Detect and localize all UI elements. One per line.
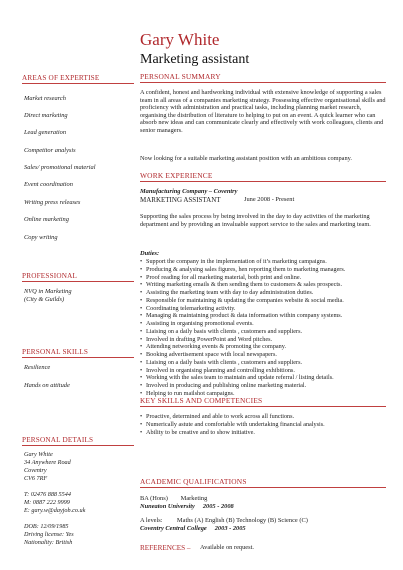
competency-item: • Numerically astute and comfortable with undertaking financial analysis. <box>140 421 386 429</box>
summary-heading: PERSONAL SUMMARY <box>140 72 386 83</box>
address-line: Gary White <box>24 451 53 458</box>
qualifications-heading: ACADEMIC QUALIFICATIONS <box>140 477 386 488</box>
duties-label: Duties: <box>140 250 160 257</box>
references-heading: REFERENCES – <box>140 544 191 552</box>
competencies-heading: KEY SKILLS AND COMPETENCIES <box>140 396 386 407</box>
degree-school: Nuneaton University 2005 - 2008 <box>140 503 234 510</box>
alevels-line: A levels: Maths (A) English (B) Technology (B) Science (C) <box>140 517 308 524</box>
duty-item: • Coordinating telemarketing activity. <box>140 305 386 313</box>
duty-item: • Involved in organising planning and controlling exhibitions. <box>140 367 386 375</box>
duty-item: • Producing & analysing sales figures, hen reporting them to marketing managers. <box>140 266 386 274</box>
professional-line: NVQ in Marketing <box>24 288 72 295</box>
skills-item: Hands on attitude <box>24 382 70 389</box>
job-description: Supporting the sales process by being involved in the day to day activities of the marketing department and by providing an invaluable support service to the sales and marketing team. <box>140 213 371 228</box>
phone-line: T: 02476 888 5544 <box>24 491 71 498</box>
alevels-school: Coventry Central College 2003 - 2005 <box>140 525 246 532</box>
duty-item: • Responsible for maintaining & updating the companies website & social media. <box>140 297 386 305</box>
expertise-item: Copy writing <box>24 234 58 241</box>
duty-item: • Managing & maintaining product & data information within company systems. <box>140 312 386 320</box>
duty-item: • Writing marketing emails & then sending them to customers & sales prospects. <box>140 281 386 289</box>
degree-line: BA (Hons) Marketing <box>140 495 208 502</box>
duty-item: • Liaising on a daily basis with clients , customers and suppliers. <box>140 359 386 367</box>
duty-item: • Involved in producing and publishing online marketing material. <box>140 382 386 390</box>
duty-item: • Proof reading for all marketing material, both print and online. <box>140 274 386 282</box>
address-line: CV6 7RF <box>24 475 48 482</box>
competency-item: • Proactive, determined and able to work across all functions. <box>140 413 386 421</box>
references-text: Available on request. <box>200 544 255 551</box>
expertise-item: Competitor analysis <box>24 147 76 154</box>
company-name: Manufacturing Company – Coventry <box>140 188 238 195</box>
skills-item: Resilience <box>24 364 51 371</box>
experience-heading: WORK EXPERIENCE <box>140 171 386 182</box>
license-line: Driving license: Yes <box>24 531 74 538</box>
duty-item: • Assisting in organising promotional events. <box>140 320 386 328</box>
expertise-item: Sales/ promotional material <box>24 164 96 171</box>
duty-item: • Working with the sales team to maintain and update referral / listing details. <box>140 374 386 382</box>
professional-heading: PROFESSIONAL <box>22 272 134 282</box>
skills-heading: PERSONAL SKILLS <box>22 348 134 358</box>
duty-item: • Involved in drafting PowerPoint and Word pitches. <box>140 336 386 344</box>
expertise-item: Lead generation <box>24 129 67 136</box>
expertise-item: Online marketing <box>24 216 69 223</box>
expertise-item: Direct marketing <box>24 112 68 119</box>
duty-item: • Support the company in the implementation of it’s marketing campaigns. <box>140 258 386 266</box>
job-title: Marketing assistant <box>140 52 250 67</box>
position-title: MARKETING ASSISTANT <box>140 196 221 204</box>
competency-item: • Ability to be creative and to show initiative. <box>140 429 386 437</box>
details-heading: PERSONAL DETAILS <box>22 436 134 446</box>
address-line: 34 Anywhere Road <box>24 459 71 466</box>
position-dates: June 2008 - Present <box>244 196 295 203</box>
expertise-item: Market research <box>24 95 66 102</box>
summary-goal: Now looking for a suitable marketing assistant position with an ambitious company. <box>140 155 352 162</box>
nationality-line: Nationality: British <box>24 539 73 546</box>
duty-item: • Assisting the marketing team with day to day administration duties. <box>140 289 386 297</box>
dob-line: DOB: 12/09/1985 <box>24 523 69 530</box>
mobile-line: M: 0887 222 9999 <box>24 499 70 506</box>
duties-list <box>140 258 386 398</box>
expertise-item: Event coordination <box>24 181 73 188</box>
duty-item: • Liaising on a daily basis with clients , customers and suppliers. <box>140 328 386 336</box>
candidate-name: Gary White <box>140 30 220 49</box>
competencies-list <box>140 413 386 436</box>
summary-paragraph: A confident, honest and hardworking individual with extensive knowledge of supporting a sales team in all areas of a companies marketing strategy. Possessing effective organisational skills and proficiency with administration and practical tasks, including planning market research, organising the distribution of literature to helping to put on an event. A quick learner who can absorb new ideas and can communicate clearly and effectively with work colleagues, clients and senior managers. <box>140 89 386 134</box>
address-line: Coventry <box>24 467 47 474</box>
expertise-heading: AREAS OF EXPERTISE <box>22 74 134 84</box>
professional-line: (City & Guilds) <box>24 296 65 303</box>
duty-item: • Helping to run mailshot campaigns. <box>140 390 386 398</box>
duty-item: • Booking advertisement space with local newspapers. <box>140 351 386 359</box>
duty-item: • Attending networking events & promoting the company. <box>140 343 386 351</box>
email-link[interactable]: E: gary.w@dayjob.co.uk <box>24 507 86 514</box>
expertise-item: Writing press releases <box>24 199 81 206</box>
